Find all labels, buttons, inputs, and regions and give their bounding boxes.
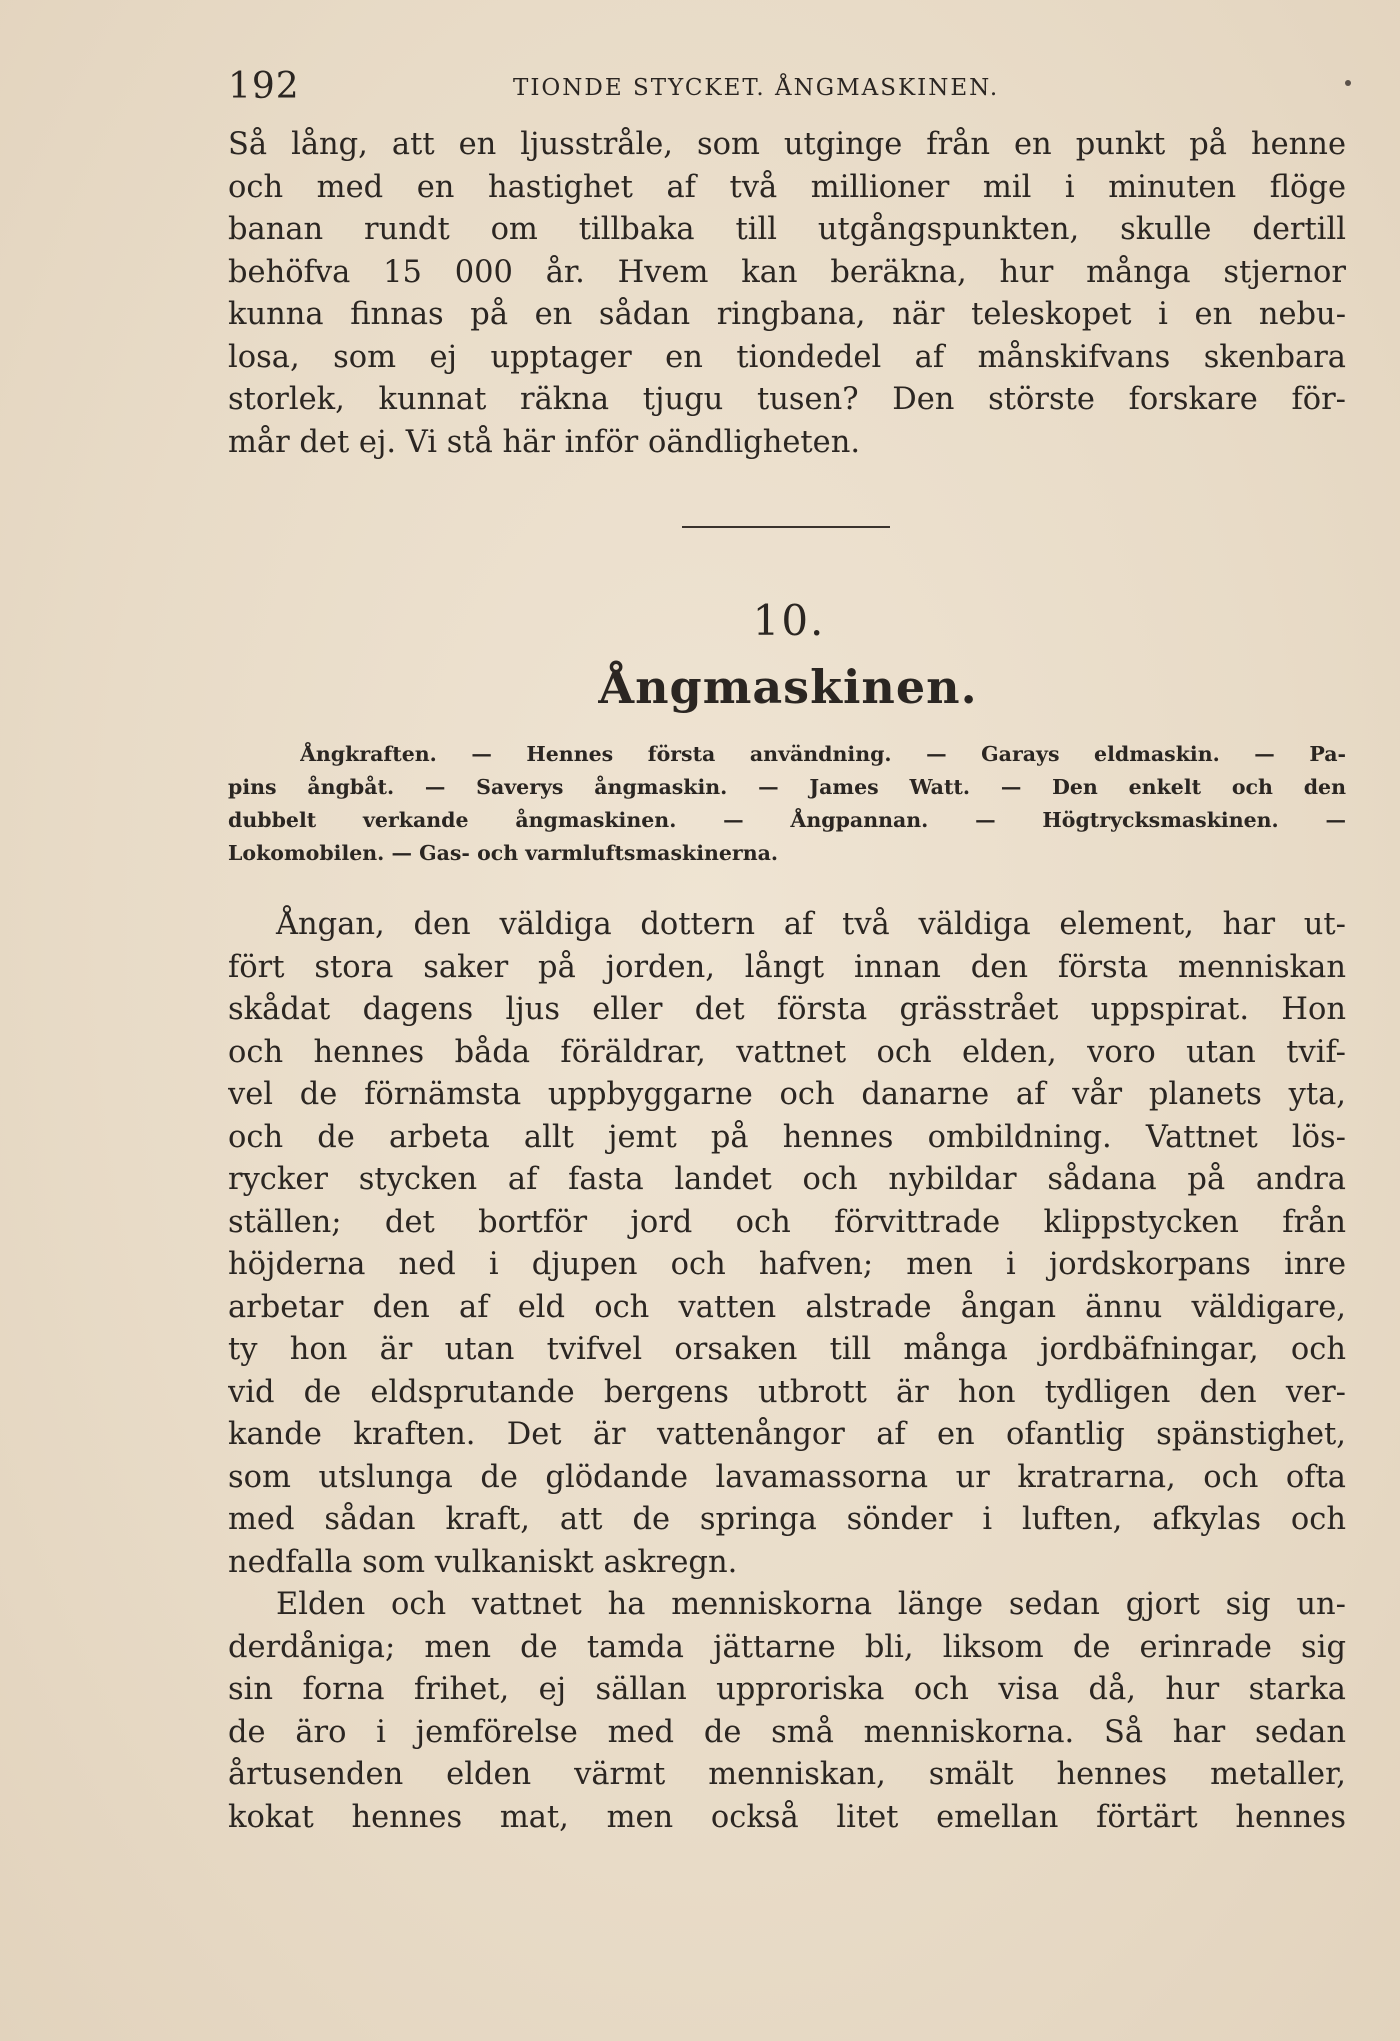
text-line: och hennes båda föräldrar, vattnet och elden, voro utan tvif-	[228, 1034, 1346, 1070]
chapter-number: 10.	[752, 596, 826, 645]
text-line: vel de förnämsta uppbyggarne och danarne af vår planets yta,	[228, 1077, 1346, 1112]
chapter-title: Ångmaskinen.	[598, 660, 978, 714]
text-line: arbetar den af eld och vatten alstrade ångan ännu väldigare,	[228, 1289, 1346, 1325]
text-line: höjderna ned i djupen och hafven; men i jordskorpans inre	[228, 1247, 1346, 1282]
text-line: kunna finnas på en sådan ringbana, när teleskopet i en nebu-	[228, 297, 1346, 332]
text-line: och med en hastighet af två millioner mil i minuten flöge	[228, 169, 1346, 205]
summary-line: pins ångbåt. — Saverys ångmaskin. — James Watt. — Den enkelt och den	[228, 775, 1346, 799]
text-line: skådat dagens ljus eller det första grässtrået uppspirat. Hon	[228, 992, 1346, 1027]
summary-line: Lokomobilen. — Gas- och varmluftsmaskinerna.	[228, 841, 779, 865]
text-line: årtusenden elden värmt menniskan, smält hennes metaller,	[228, 1757, 1346, 1792]
text-line: mår det ej. Vi stå här inför oändligheten.	[228, 424, 861, 460]
text-line: banan rundt om tillbaka till utgångspunkten, skulle dertill	[228, 212, 1346, 247]
body-text	[228, 904, 1346, 1839]
section-divider	[682, 526, 890, 528]
page-header	[228, 66, 1346, 106]
text-line: fört stora saker på jorden, långt innan den första menniskan	[228, 949, 1346, 985]
text-line: derdåniga; men de tamda jättarne bli, liksom de erinrade sig	[228, 1629, 1346, 1665]
text-line: Ångan, den väldiga dottern af två väldiga element, har ut-	[276, 907, 1346, 942]
text-line: Så lång, att en ljusstråle, som utginge från en punkt på henne	[228, 127, 1346, 162]
summary-line: dubbelt verkande ångmaskinen. — Ångpannan. — Högtrycksmaskinen. —	[228, 808, 1346, 832]
ink-speck	[1345, 80, 1351, 86]
text-line: rycker stycken af fasta landet och nybildar sådana på andra	[228, 1162, 1346, 1197]
text-line: Elden och vattnet ha menniskorna länge sedan gjort sig un-	[276, 1587, 1346, 1622]
running-title: TIONDE STYCKET. ÅNGMASKINEN.	[513, 75, 1000, 101]
text-line: kande kraften. Det är vattenångor af en ofantlig spänstighet,	[228, 1417, 1346, 1452]
text-line: och de arbeta allt jemt på hennes ombildning. Vattnet lös-	[228, 1119, 1346, 1155]
text-line: de äro i jemförelse med de små menniskorna. Så har sedan	[228, 1714, 1346, 1750]
page-number: 192	[228, 66, 300, 107]
text-line: ställen; det bortför jord och förvittrade klippstycken från	[228, 1204, 1346, 1240]
text-line: som utslunga de glödande lavamassorna ur kratrarna, och ofta	[228, 1459, 1346, 1495]
text-line: sin forna frihet, ej sällan upproriska och visa då, hur starka	[228, 1672, 1346, 1707]
chapter-summary	[228, 738, 1346, 870]
text-line: kokat hennes mat, men också litet emellan förtärt hennes	[228, 1799, 1346, 1835]
text-line: vid de eldsprutande bergens utbrott är hon tydligen den ver-	[228, 1374, 1346, 1410]
text-line: behöfva 15 000 år. Hvem kan beräkna, hur många stjernor	[228, 254, 1346, 290]
text-line: storlek, kunnat räkna tjugu tusen? Den störste forskare för-	[228, 382, 1346, 417]
text-line: med sådan kraft, att de springa sönder i luften, afkylas och	[228, 1502, 1346, 1537]
text-line: ty hon är utan tvifvel orsaken till många jordbäfningar, och	[228, 1332, 1346, 1367]
text-line: losa, som ej upptager en tiondedel af månskifvans skenbara	[228, 339, 1346, 375]
text-line: nedfalla som vulkaniskt askregn.	[228, 1544, 738, 1580]
intro-paragraph	[228, 124, 1346, 464]
summary-line: Ångkraften. — Hennes första användning. — Garays eldmaskin. — Pa-	[300, 742, 1346, 766]
